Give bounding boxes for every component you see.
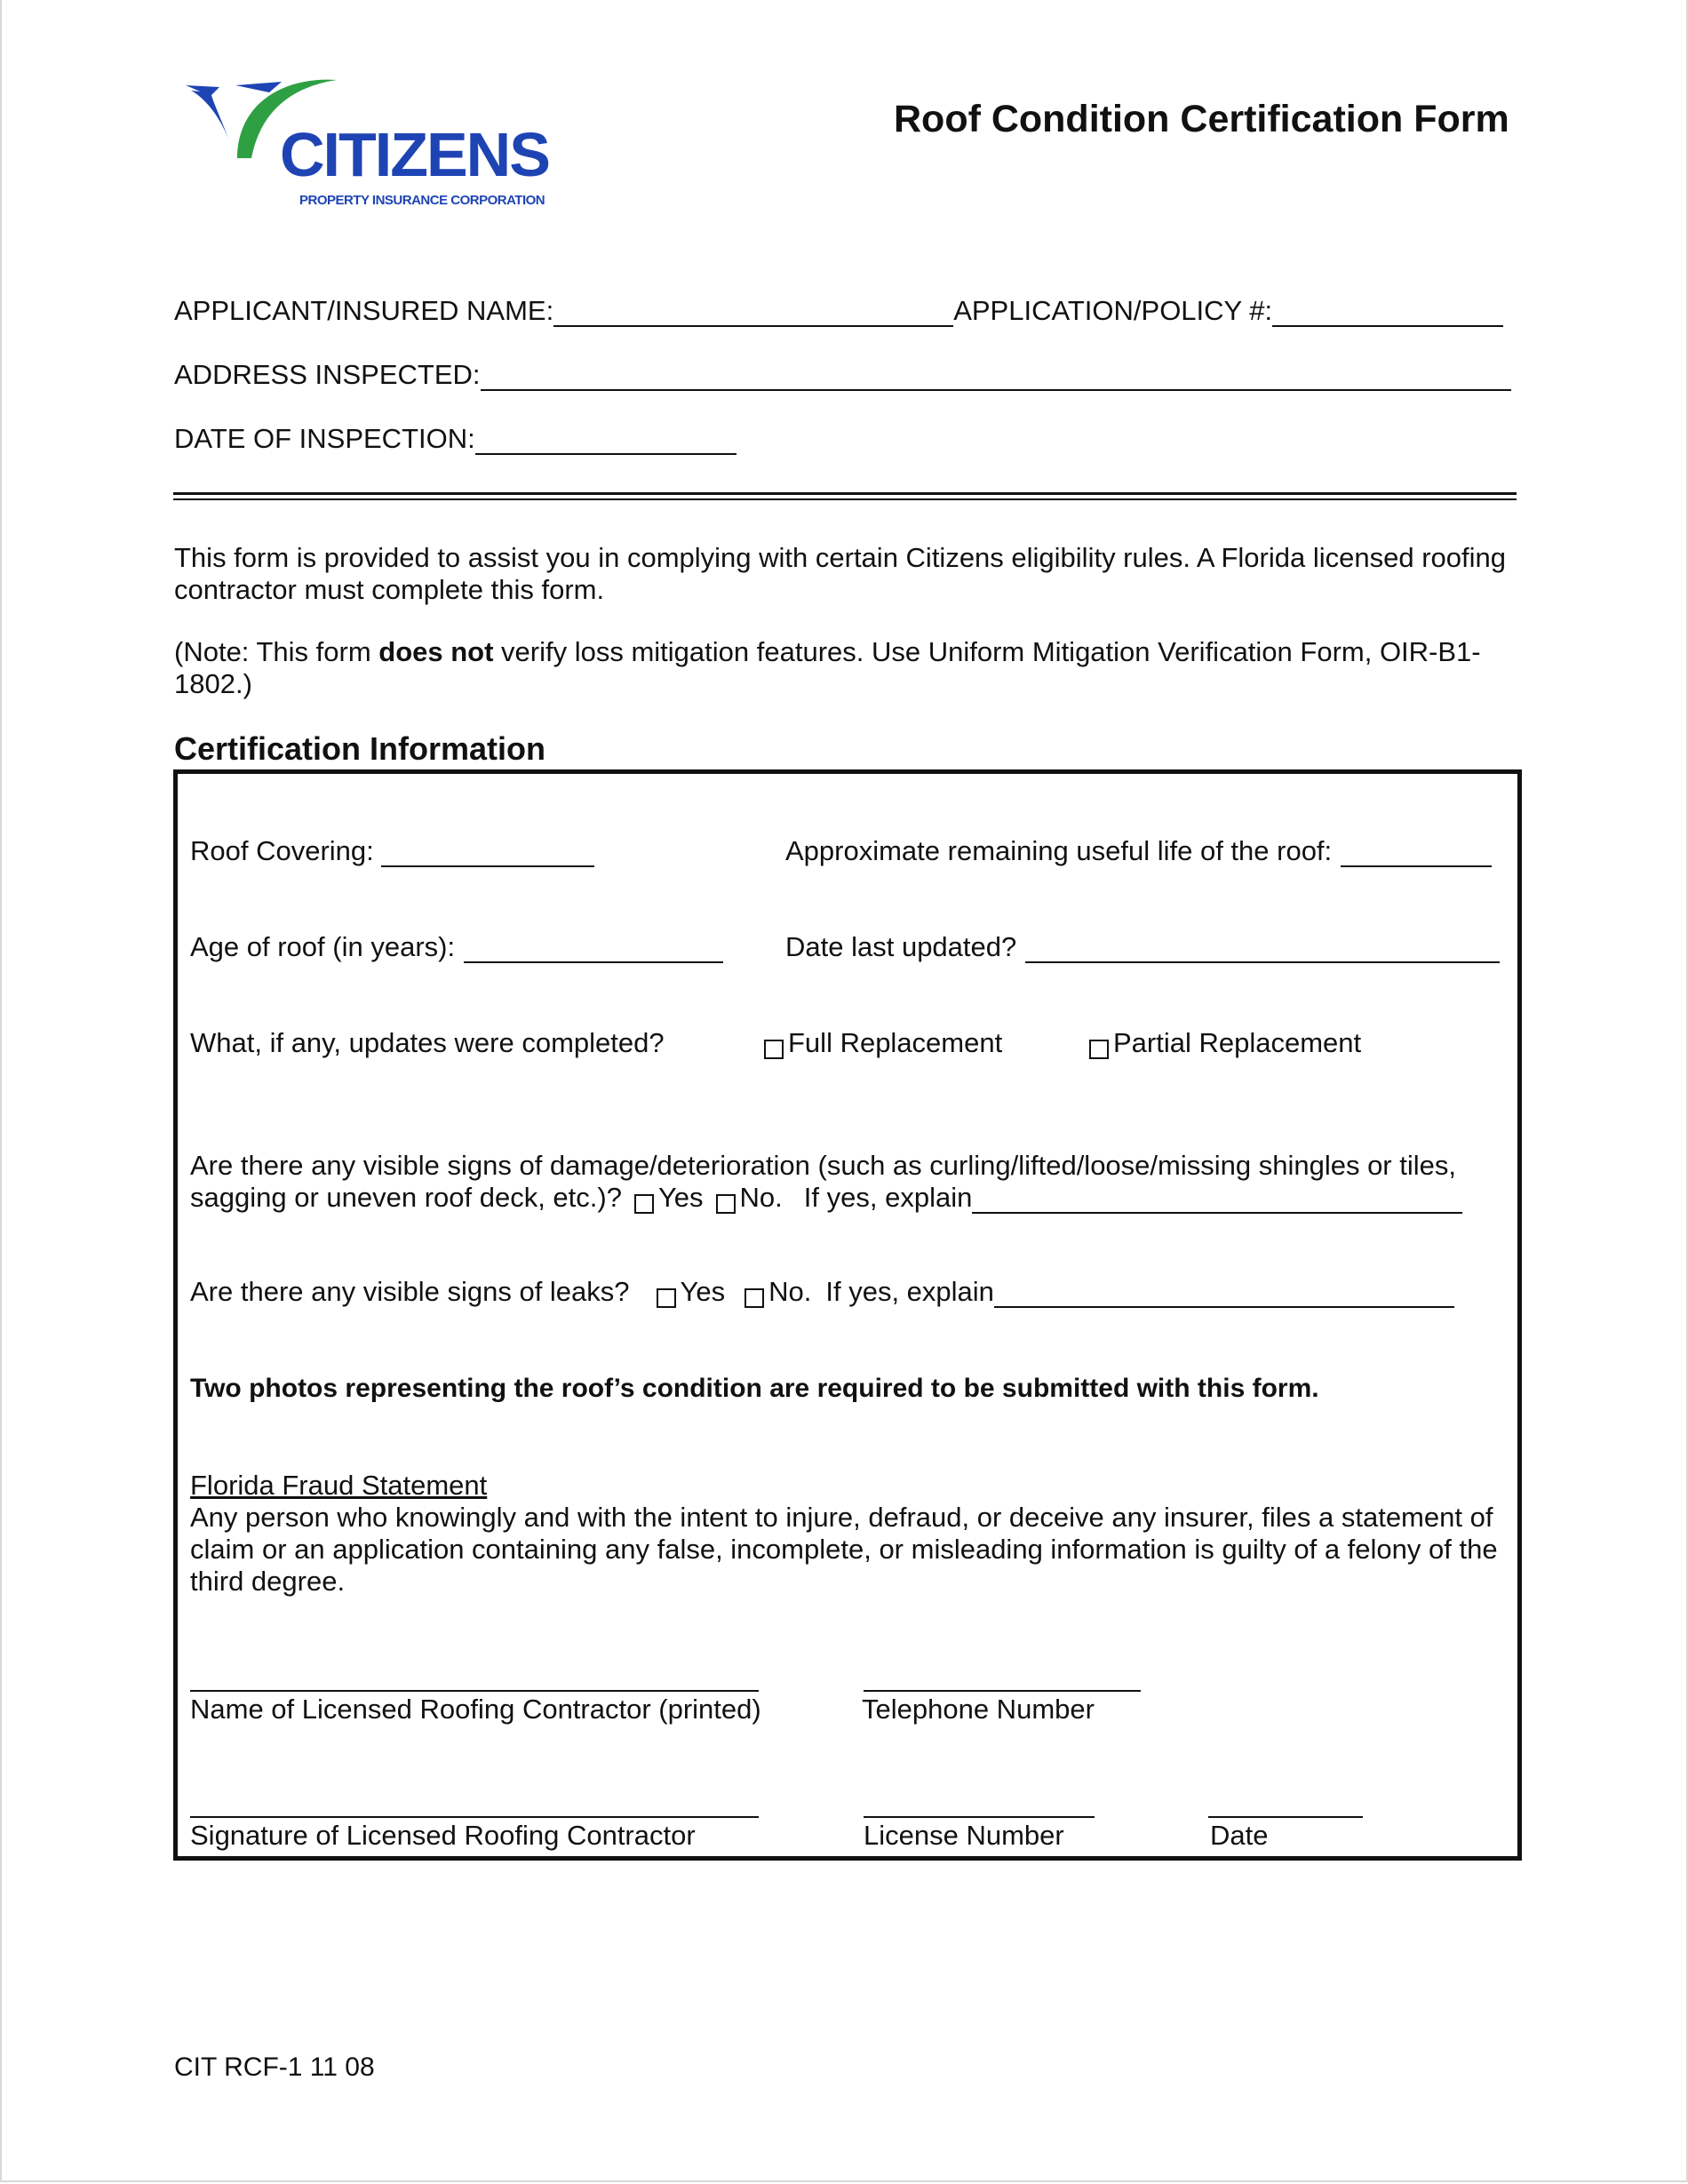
leaks-question-text: Are there any visible signs of leaks?: [190, 1276, 630, 1307]
leaks-yes-label: Yes: [680, 1276, 726, 1307]
intro-paragraph: This form is provided to assist you in complying with certain Citizens eligibility rules. A Florida licensed roofing contractor must complete this form.: [174, 542, 1506, 605]
divider-bottom: [173, 498, 1517, 500]
applicant-name-field: [174, 295, 1503, 327]
full-replacement-label: Full Replacement: [788, 1027, 1003, 1058]
date-updated-label: Date last updated?: [785, 931, 1017, 962]
roof-age-input[interactable]: [464, 935, 723, 963]
leaks-explain-input[interactable]: [994, 1279, 1454, 1308]
note-prefix: (Note: This form: [174, 636, 379, 667]
remaining-life-label: Approximate remaining useful life of the roof:: [785, 835, 1333, 866]
leaks-yes-checkbox[interactable]: [657, 1288, 676, 1308]
leaks-no-checkbox[interactable]: [744, 1288, 764, 1308]
note-suffix: verify loss mitigation features. Use Uniform Mitigation Verification Form, OIR-B1-1802.): [174, 636, 1481, 699]
date-updated-input[interactable]: [1025, 935, 1500, 963]
policy-number-input[interactable]: [1272, 299, 1503, 327]
logo-subtitle: PROPERTY INSURANCE CORPORATION: [299, 193, 545, 208]
address-field: [174, 359, 1511, 391]
contractor-name-label: Name of Licensed Roofing Contractor (printed): [190, 1694, 761, 1725]
damage-no-label: No.: [739, 1182, 783, 1213]
full-replacement-option[interactable]: [764, 1027, 1002, 1059]
damage-question-text: sagging or uneven roof deck, etc.)?: [190, 1182, 622, 1213]
roof-age-field: [190, 931, 723, 963]
note-emphasis: does not: [378, 636, 494, 667]
damage-explain-input[interactable]: [972, 1185, 1462, 1214]
applicant-name-label: APPLICANT/INSURED NAME:: [174, 295, 554, 326]
partial-replacement-option[interactable]: [1089, 1027, 1361, 1059]
photos-notice: Two photos representing the roof’s condition are required to be submitted with this form.: [190, 1374, 1319, 1403]
divider-top: [173, 492, 1517, 495]
leaks-explain-label: If yes, explain: [825, 1276, 994, 1307]
form-id: CIT RCF-1 11 08: [174, 2052, 375, 2082]
damage-no-checkbox[interactable]: [716, 1194, 736, 1214]
roof-covering-input[interactable]: [381, 839, 594, 867]
inspection-date-field: [174, 423, 737, 455]
signature-line[interactable]: [190, 1816, 759, 1818]
logo-wordmark: CITIZENS: [280, 120, 549, 189]
signature-label: Signature of Licensed Roofing Contractor: [190, 1820, 696, 1851]
license-line[interactable]: [864, 1816, 1095, 1818]
certification-heading: Certification Information: [174, 730, 546, 767]
remaining-life-field: [785, 835, 1492, 867]
policy-label: APPLICATION/POLICY #:: [953, 295, 1273, 326]
damage-explain-label: If yes, explain: [803, 1182, 973, 1213]
inspection-date-input[interactable]: [475, 426, 737, 455]
contractor-name-line[interactable]: [190, 1690, 759, 1692]
damage-yes-checkbox[interactable]: [634, 1194, 654, 1214]
partial-replacement-checkbox[interactable]: [1089, 1040, 1109, 1059]
roof-age-label: Age of roof (in years):: [190, 931, 456, 962]
leaks-no-label: No.: [768, 1276, 812, 1307]
damage-question-line1: Are there any visible signs of damage/deterioration (such as curling/lifted/loose/missing shingles or tiles,: [190, 1150, 1456, 1181]
leaks-question-row: [190, 1276, 1454, 1308]
telephone-line[interactable]: [864, 1690, 1141, 1692]
full-replacement-checkbox[interactable]: [764, 1040, 784, 1059]
address-input[interactable]: [481, 363, 1511, 391]
inspection-date-label: DATE OF INSPECTION:: [174, 423, 475, 454]
license-label: License Number: [864, 1820, 1064, 1851]
address-label: ADDRESS INSPECTED:: [174, 359, 481, 390]
applicant-name-input[interactable]: [553, 299, 953, 327]
roof-covering-field: [190, 835, 594, 867]
date-updated-field: [785, 931, 1500, 963]
partial-replacement-label: Partial Replacement: [1113, 1027, 1362, 1058]
damage-question-line2: [190, 1182, 1462, 1214]
updates-question: What, if any, updates were completed?: [190, 1027, 665, 1058]
date-line[interactable]: [1208, 1816, 1363, 1818]
fraud-text: Any person who knowingly and with the intent to injure, defraud, or deceive any insurer, files a statement of claim or an application containing any false, incomplete, or misleading information is guilty of a felony of the third degree.: [190, 1502, 1498, 1597]
roof-covering-label: Roof Covering:: [190, 835, 374, 866]
date-label: Date: [1210, 1820, 1269, 1851]
fraud-heading: Florida Fraud Statement: [190, 1470, 488, 1501]
note-paragraph: [174, 636, 1525, 700]
remaining-life-input[interactable]: [1341, 839, 1492, 867]
citizens-logo: [184, 69, 557, 220]
form-title: Roof Condition Certification Form: [894, 98, 1509, 140]
telephone-label: Telephone Number: [862, 1694, 1095, 1725]
damage-yes-label: Yes: [657, 1182, 704, 1213]
